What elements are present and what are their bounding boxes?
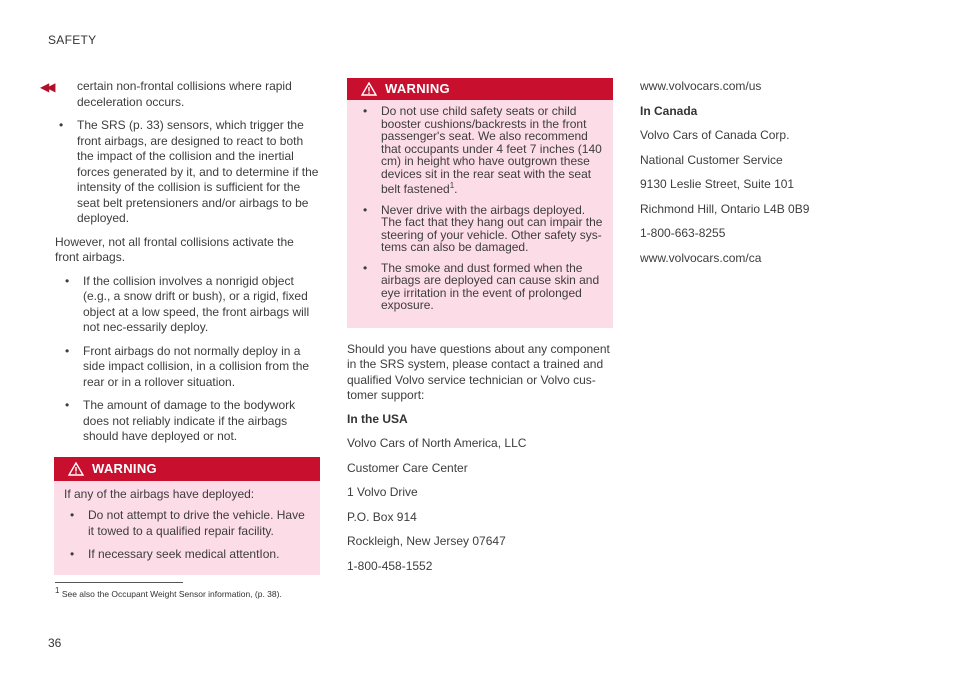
list-item: • If the collision involves a nonrigid object (e.g., a snow drift or bush), or a rigid, fixed object at a low speed, the front airbags will not nec-essarily deploy. <box>65 273 310 334</box>
column-3 <box>640 79 920 275</box>
warning-header <box>54 457 320 481</box>
list-item: • If necessary seek medical attentIon. <box>70 547 280 561</box>
contact-line: 1-800-458-1552 <box>347 558 433 573</box>
warning-body <box>54 481 320 575</box>
list-item: • Do not use child safety seats or child booster cushions/backrests in the front passenger's seat. We also recommend that occupants under 4 feet 7 inches (140 cm) in height who have outgrown these devices sit in the rear seat with the seat belt fastened$^1$. <box>363 104 602 196</box>
section-title: SAFETY <box>48 33 97 47</box>
bullet-list <box>55 118 321 227</box>
contact-line: Rockleigh, New Jersey 07647 <box>347 534 506 548</box>
bullet-list <box>55 274 321 445</box>
paragraph: However, not all frontal collisions activate the front airbags. <box>55 234 294 264</box>
continued-marker: ◀◀ <box>40 80 53 94</box>
warning-triangle-icon <box>361 82 377 96</box>
contact-line: 9130 Leslie Street, Suite 101 <box>640 177 795 191</box>
warning-header <box>347 78 613 100</box>
list-item: • Never drive with the airbags deployed. The fact that they hang out can impair the steering of your vehicle. Other safety sys-tems can also be damaged. <box>363 202 603 254</box>
usa-contact <box>347 412 613 575</box>
warning-title: WARNING <box>385 81 450 97</box>
usa-heading: In the USA <box>347 411 408 426</box>
footnote-divider <box>55 582 183 583</box>
contact-line: Customer Care Center <box>347 460 468 475</box>
list-item: • The SRS (p. 33) sensors, which trigger the front airbags, are designed to react to both the impact of the collision and the inertial forces generated by it, and to determine if the intensity of the collision is sufficient for the seat belt pretensioners and/or airbags to be deployed. <box>59 118 319 225</box>
contact-line: 1 Volvo Drive <box>347 485 418 499</box>
list-item: • Front airbags do not normally deploy in a side impact collision, in a collision from the rear or in a rollover situation. <box>65 343 310 389</box>
list-item: • The smoke and dust formed when the airbags are deployed can cause skin and eye irritation in the event of prolonged exposure. <box>363 260 600 312</box>
footnote: $^1$ See also the Occupant Weight Sensor information, (p. 38). <box>55 586 282 599</box>
warning-body <box>347 100 613 328</box>
usa-url: www.volvocars.com/us <box>640 79 762 93</box>
continued-text: certain non-frontal collisions where rapid deceleration occurs. <box>77 79 292 109</box>
warning-list <box>64 508 310 563</box>
contact-line: Richmond Hill, Ontario L4B 0B9 <box>640 201 810 216</box>
paragraph: Should you have questions about any component in the SRS system, please contact a trained and qualified Volvo service technician or Volvo cus-tomer support: <box>347 341 610 402</box>
canada-heading: In Canada <box>640 103 698 118</box>
contact-line: National Customer Service <box>640 152 783 167</box>
canada-url: www.volvocars.com/ca <box>640 250 762 265</box>
warning-box <box>54 457 320 575</box>
list-item: • Do not attempt to drive the vehicle. Have it towed to a qualified repair facility. <box>70 508 305 538</box>
page-number: 36 <box>48 636 62 650</box>
column-2 <box>347 78 613 583</box>
list-item: • The amount of damage to the bodywork does not reliably indicate if the airbags should have deployed or not. <box>65 398 296 443</box>
warning-title: WARNING <box>92 460 157 476</box>
contact-line: 1-800-663-8255 <box>640 226 726 240</box>
contact-line: Volvo Cars of North America, LLC <box>347 436 527 450</box>
contact-line: P.O. Box 914 <box>347 509 417 524</box>
warning-triangle-icon <box>68 462 84 476</box>
column-1 <box>55 79 321 575</box>
warning-list <box>357 105 603 312</box>
warning-intro: If any of the airbags have deployed: <box>64 486 255 501</box>
warning-box <box>347 78 613 328</box>
contact-line: Volvo Cars of Canada Corp. <box>640 128 790 142</box>
footnote-ref: 1 <box>449 181 455 190</box>
